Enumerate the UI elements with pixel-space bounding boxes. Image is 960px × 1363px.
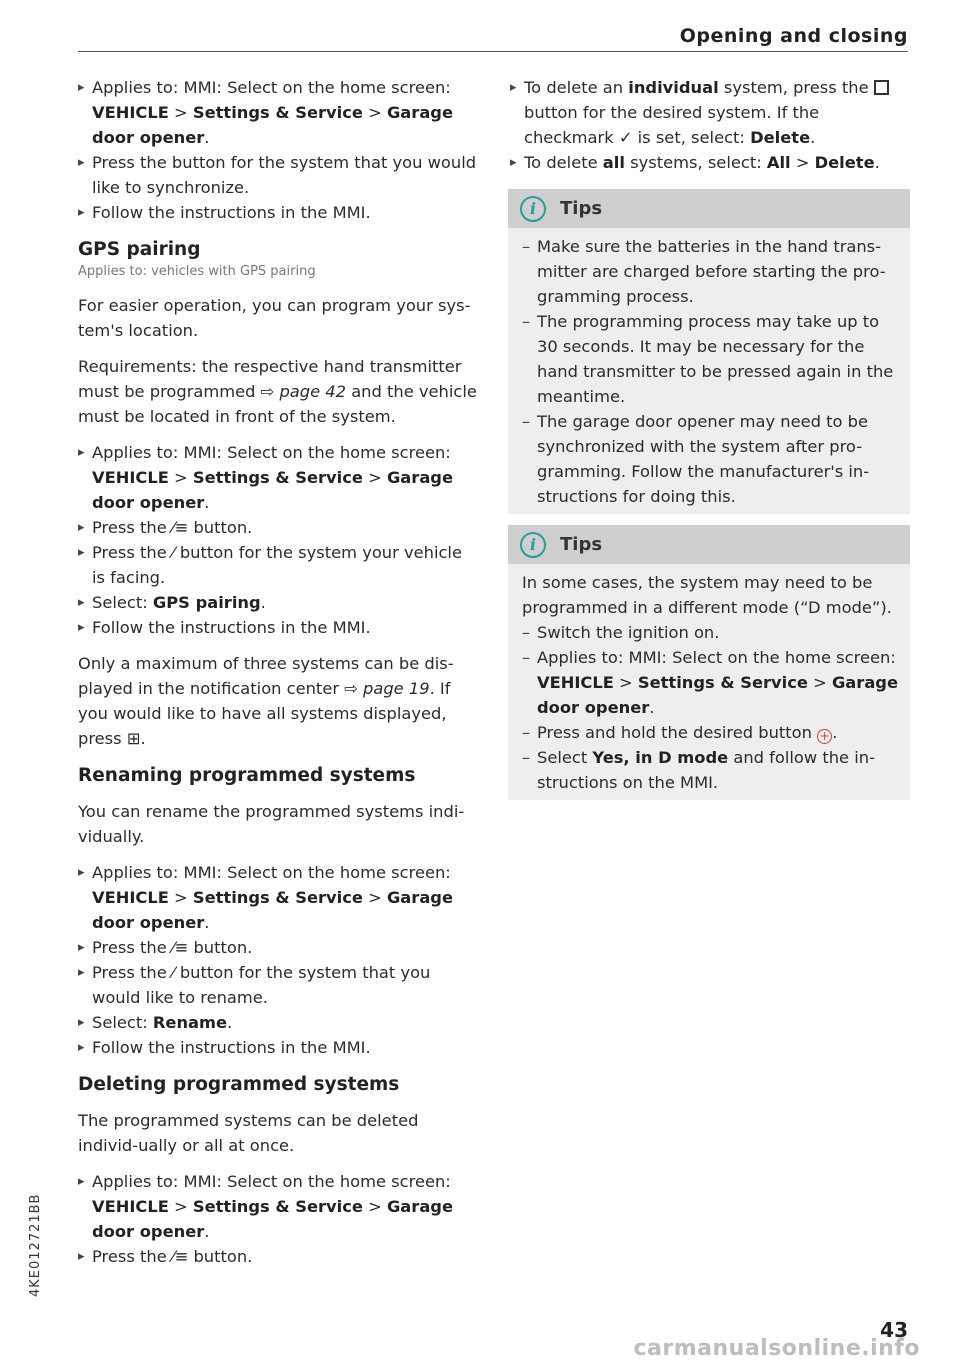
- deleting-heading: Deleting programmed systems: [78, 1074, 400, 1095]
- page-42-link[interactable]: ⇨ page 42: [260, 382, 347, 401]
- pencil-icon: ⁄: [171, 543, 175, 562]
- tips-title: Tips: [560, 198, 603, 219]
- gps-step-1: ▸ Applies to: MMI: Select on the home screen: VEHICLE > Settings & Service > Garage door opener.: [78, 440, 478, 515]
- gps-step-4: ▸ Select: GPS pairing.: [78, 590, 478, 615]
- tip-item: – Switch the ignition on.: [522, 620, 900, 645]
- page-number: 43: [880, 1318, 908, 1342]
- checkbox-icon: [874, 80, 889, 95]
- tip-item: – The garage door opener may need to be synchronized with the system after pro-gramming. Follow the manufacturer's in-structions for doing this.: [522, 409, 900, 509]
- edit-list-icon: ⁄≡: [171, 518, 189, 537]
- deleting-intro: The programmed systems can be deleted individ-ually or all at once.: [78, 1111, 419, 1155]
- edit-list-icon: ⁄≡: [171, 938, 189, 957]
- rename-step-4: ▸ Select: Rename.: [78, 1010, 478, 1035]
- plus-button-icon: +: [817, 729, 832, 744]
- delete-step-2: ▸ Press the ⁄≡ button.: [78, 1244, 478, 1269]
- sync-step-3: ▸ Follow the instructions in the MMI.: [78, 200, 478, 225]
- page-header-title: Opening and closing: [679, 25, 908, 47]
- watermark: carmanualsonline.info: [633, 1336, 920, 1361]
- tips-header: [508, 525, 910, 564]
- gps-step-3: ▸ Press the ⁄ button for the system your vehicle is facing.: [78, 540, 478, 590]
- tip-item: – Make sure the batteries in the hand trans-mitter are charged before starting the pro-gramming process.: [522, 234, 900, 309]
- pencil-icon: ⁄: [171, 963, 175, 982]
- checkmark-icon: ✓: [618, 128, 633, 147]
- gps-intro: For easier operation, you can program your sys-tem's location.: [78, 296, 471, 340]
- rename-step-1: ▸ Applies to: MMI: Select on the home screen: VEHICLE > Settings & Service > Garage door opener.: [78, 860, 478, 935]
- sync-step-1: ▸ Applies to: MMI: Select on the home screen: VEHICLE > Settings & Service > Garage door opener.: [78, 75, 478, 150]
- rename-step-5: ▸ Follow the instructions in the MMI.: [78, 1035, 478, 1060]
- rename-step-2: ▸ Press the ⁄≡ button.: [78, 935, 478, 960]
- header-rule: [78, 51, 908, 52]
- document-id: 4KE012721BB: [28, 1193, 43, 1297]
- tip-item: – Press and hold the desired button + .: [522, 720, 900, 745]
- left-column: [78, 75, 478, 1269]
- gps-applies-note: Applies to: vehicles with GPS pairing: [78, 264, 316, 279]
- gps-step-2: ▸ Press the ⁄≡ button.: [78, 515, 478, 540]
- tips-header: [508, 189, 910, 228]
- tips-title: Tips: [560, 534, 603, 555]
- edit-list-icon: ⁄≡: [171, 1247, 189, 1266]
- tip-item: – The programming process may take up to 30 seconds. It may be necessary for the hand transmitter to be pressed again in the meantime.: [522, 309, 900, 409]
- delete-all-step: ▸ To delete all systems, select: All > Delete.: [510, 150, 910, 175]
- tip-intro: In some cases, the system may need to be programmed in a different mode (“D mode”).: [522, 573, 892, 617]
- info-icon: i: [520, 196, 546, 222]
- sync-step-2: ▸ Press the button for the system that you would like to synchronize.: [78, 150, 478, 200]
- tips-box-1: [508, 189, 910, 514]
- grid-icon: ⊞: [126, 729, 141, 748]
- tips-box-2: [508, 525, 910, 800]
- tip-item: – Select Yes, in D mode and follow the in-structions on the MMI.: [522, 745, 900, 795]
- page-19-link[interactable]: ⇨ page 19: [344, 679, 430, 698]
- delete-step-1: ▸ Applies to: MMI: Select on the home screen: VEHICLE > Settings & Service > Garage door opener.: [78, 1169, 478, 1244]
- gps-note: Only a maximum of three systems can be dis-played in the notification center ⇨ page 19. If you would like to have all systems displayed, press ⊞.: [78, 654, 454, 748]
- renaming-heading: Renaming programmed systems: [78, 765, 416, 786]
- gps-requirements: Requirements: the respective hand transmitter must be programmed ⇨ page 42 and the vehicle must be located in front of the system.: [78, 357, 477, 426]
- renaming-intro: You can rename the programmed systems indi-vidually.: [78, 802, 465, 846]
- gps-pairing-heading: GPS pairing: [78, 239, 201, 260]
- rename-step-3: ▸ Press the ⁄ button for the system that you would like to rename.: [78, 960, 478, 1010]
- info-icon: i: [520, 532, 546, 558]
- delete-individual-step: ▸ To delete an individual system, press the button for the desired system. If the checkmark ✓ is set, select: Delete.: [510, 75, 910, 150]
- gps-step-5: ▸ Follow the instructions in the MMI.: [78, 615, 478, 640]
- tip-item: – Applies to: MMI: Select on the home screen: VEHICLE > Settings & Service > Garage door opener.: [522, 645, 900, 720]
- right-column: [510, 75, 910, 800]
